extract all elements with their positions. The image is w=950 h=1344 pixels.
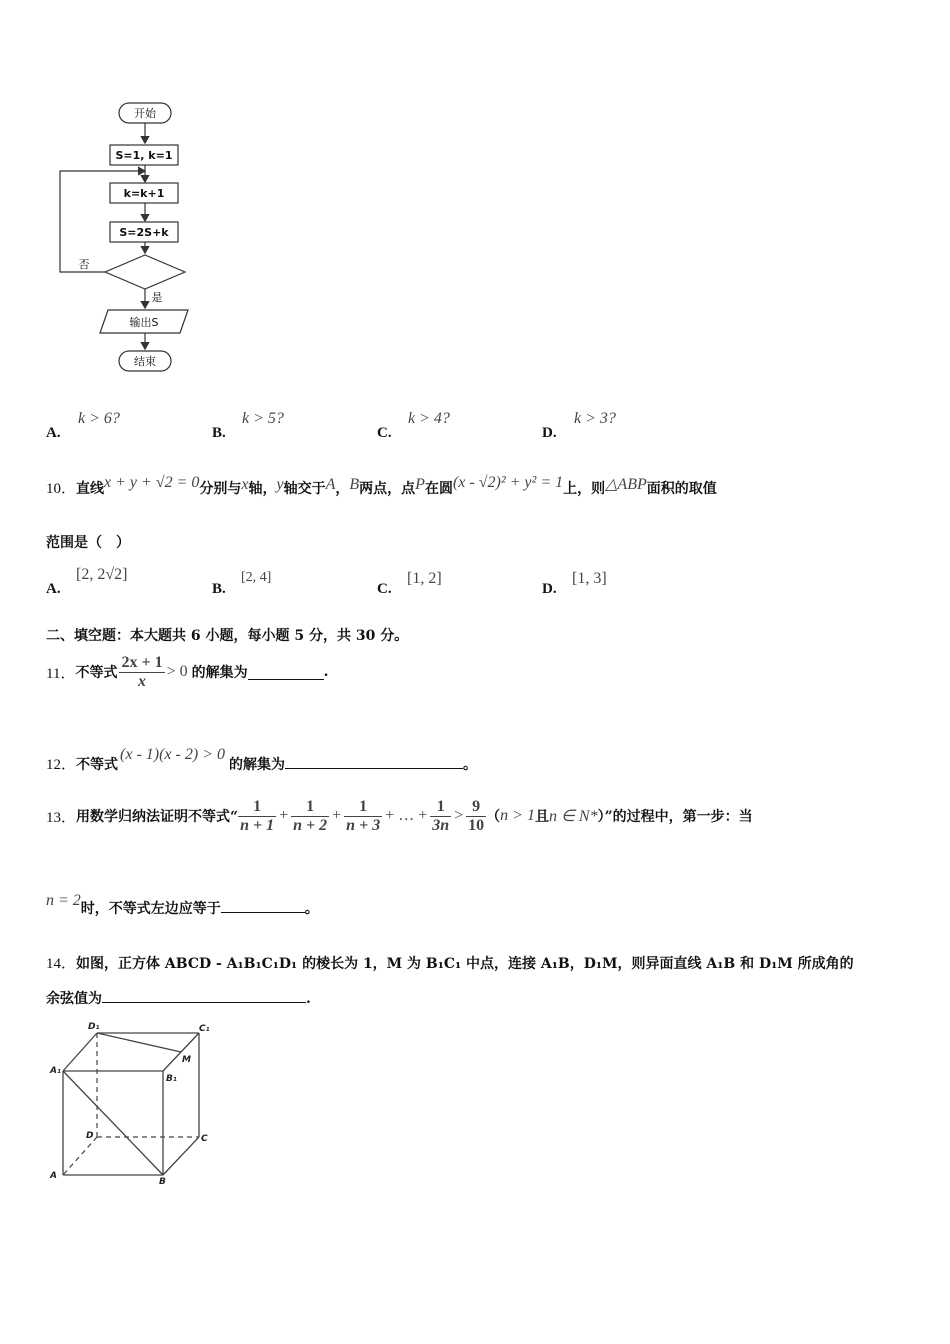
question-11: 11． 不等式 $\frac{2x + 1}{x}$ > 0 的解集为 . bbox=[46, 653, 329, 690]
q11-answer-blank[interactable] bbox=[248, 665, 324, 680]
q10-option-a-value: [2, 2√2] bbox=[76, 566, 128, 583]
label-c1: C₁ bbox=[199, 1024, 210, 1034]
question-13: 13． 用数学归纳法证明不等式“ $\frac{1}{n + 1}$ + $\frac{1}{n + 2}$ + $\frac{1}{n + 3}$ + … + $\frac{1}{3n}$ > $\frac{9}{10}$ （ n > 1 且 n ∈ N* ）”的过程中，第一步：当 bbox=[46, 797, 753, 834]
label-c: C bbox=[201, 1134, 208, 1144]
q10-option-d: D. bbox=[542, 581, 557, 597]
cube-figure bbox=[44, 1018, 224, 1188]
q9-option-c: C. bbox=[377, 425, 392, 441]
q13-answer-blank[interactable] bbox=[221, 898, 305, 913]
label-a: A bbox=[50, 1171, 57, 1181]
q9-option-a-value: k > 6? bbox=[78, 410, 120, 427]
label-b1: B₁ bbox=[166, 1074, 177, 1084]
q12-expression: (x - 1)(x - 2) > 0 bbox=[120, 746, 225, 763]
question-12: 12．不等式(x - 1)(x - 2) > 0的解集为 。 bbox=[46, 746, 477, 773]
start-label: 开始 bbox=[134, 107, 156, 120]
yes-label: 是 bbox=[151, 291, 163, 304]
q13-fraction-3: $\frac{1}{n + 3}$ bbox=[346, 797, 381, 834]
q10-option-a: A. bbox=[46, 581, 61, 597]
q10-line-equation: x + y + √2 = 0 bbox=[104, 474, 200, 491]
question-10-line2: 范围是（ ） bbox=[46, 535, 130, 551]
question-10-line1: 10．直线x + y + √2 = 0分别与x轴，y轴交于A，B两点，点P在圆(x - √2)² + y² = 1上，则△ABP面积的取值 bbox=[46, 474, 717, 497]
q10-option-b-value: [2, 4] bbox=[241, 570, 272, 585]
q9-option-b: B. bbox=[212, 425, 226, 441]
q12-answer-blank[interactable] bbox=[285, 754, 463, 769]
q9-option-d-value: k > 3? bbox=[574, 410, 616, 427]
question-14-line1: 14．如图，正方体 ABCD - A₁B₁C₁D₁ 的棱长为 1，M 为 B₁C₁ 中点，连接 A₁B，D₁M，则异面直线 A₁B 和 D₁M 所成角的 bbox=[46, 956, 854, 972]
q9-option-a: A. bbox=[46, 425, 61, 441]
q10-option-c: C. bbox=[377, 581, 392, 597]
decision-node bbox=[105, 255, 185, 289]
section-heading: 二、填空题：本大题共 6 小题，每小题 5 分，共 30 分。 bbox=[46, 628, 409, 644]
step2-label: S=2S+k bbox=[119, 226, 169, 239]
q10-option-d-value: [1, 3] bbox=[572, 570, 607, 587]
label-d1: D₁ bbox=[88, 1022, 100, 1032]
output-label: 输出S bbox=[129, 316, 159, 329]
q10-circle-equation: (x - √2)² + y² = 1 bbox=[452, 474, 564, 491]
step1-label: k=k+1 bbox=[123, 187, 165, 200]
q9-option-b-value: k > 5? bbox=[242, 410, 284, 427]
q13-fraction-2: $\frac{1}{n + 2}$ bbox=[293, 797, 328, 834]
q13-fraction-rhs: $\frac{9}{10}$ bbox=[468, 797, 485, 834]
q13-fraction-4: $\frac{1}{3n}$ bbox=[432, 797, 450, 834]
q14-answer-blank[interactable] bbox=[102, 988, 306, 1003]
q10-option-c-value: [1, 2] bbox=[407, 570, 442, 587]
label-d: D bbox=[86, 1131, 94, 1141]
question-13-line2: n = 2时，不等式左边应等于 。 bbox=[46, 892, 319, 917]
init-label: S=1, k=1 bbox=[115, 149, 173, 162]
question-14-line2: 余弦值为 . bbox=[46, 988, 311, 1008]
no-label: 否 bbox=[78, 258, 90, 271]
flowchart bbox=[40, 95, 210, 380]
q9-option-d: D. bbox=[542, 425, 557, 441]
label-b: B bbox=[159, 1177, 166, 1187]
q9-option-c-value: k > 4? bbox=[408, 410, 450, 427]
label-a1: A₁ bbox=[50, 1066, 61, 1076]
label-m: M bbox=[182, 1055, 191, 1065]
q13-fraction-1: $\frac{1}{n + 1}$ bbox=[240, 797, 275, 834]
q11-fraction: $\frac{2x + 1}{x}$ bbox=[121, 653, 163, 690]
q10-option-b: B. bbox=[212, 581, 226, 597]
end-label: 结束 bbox=[134, 355, 156, 368]
